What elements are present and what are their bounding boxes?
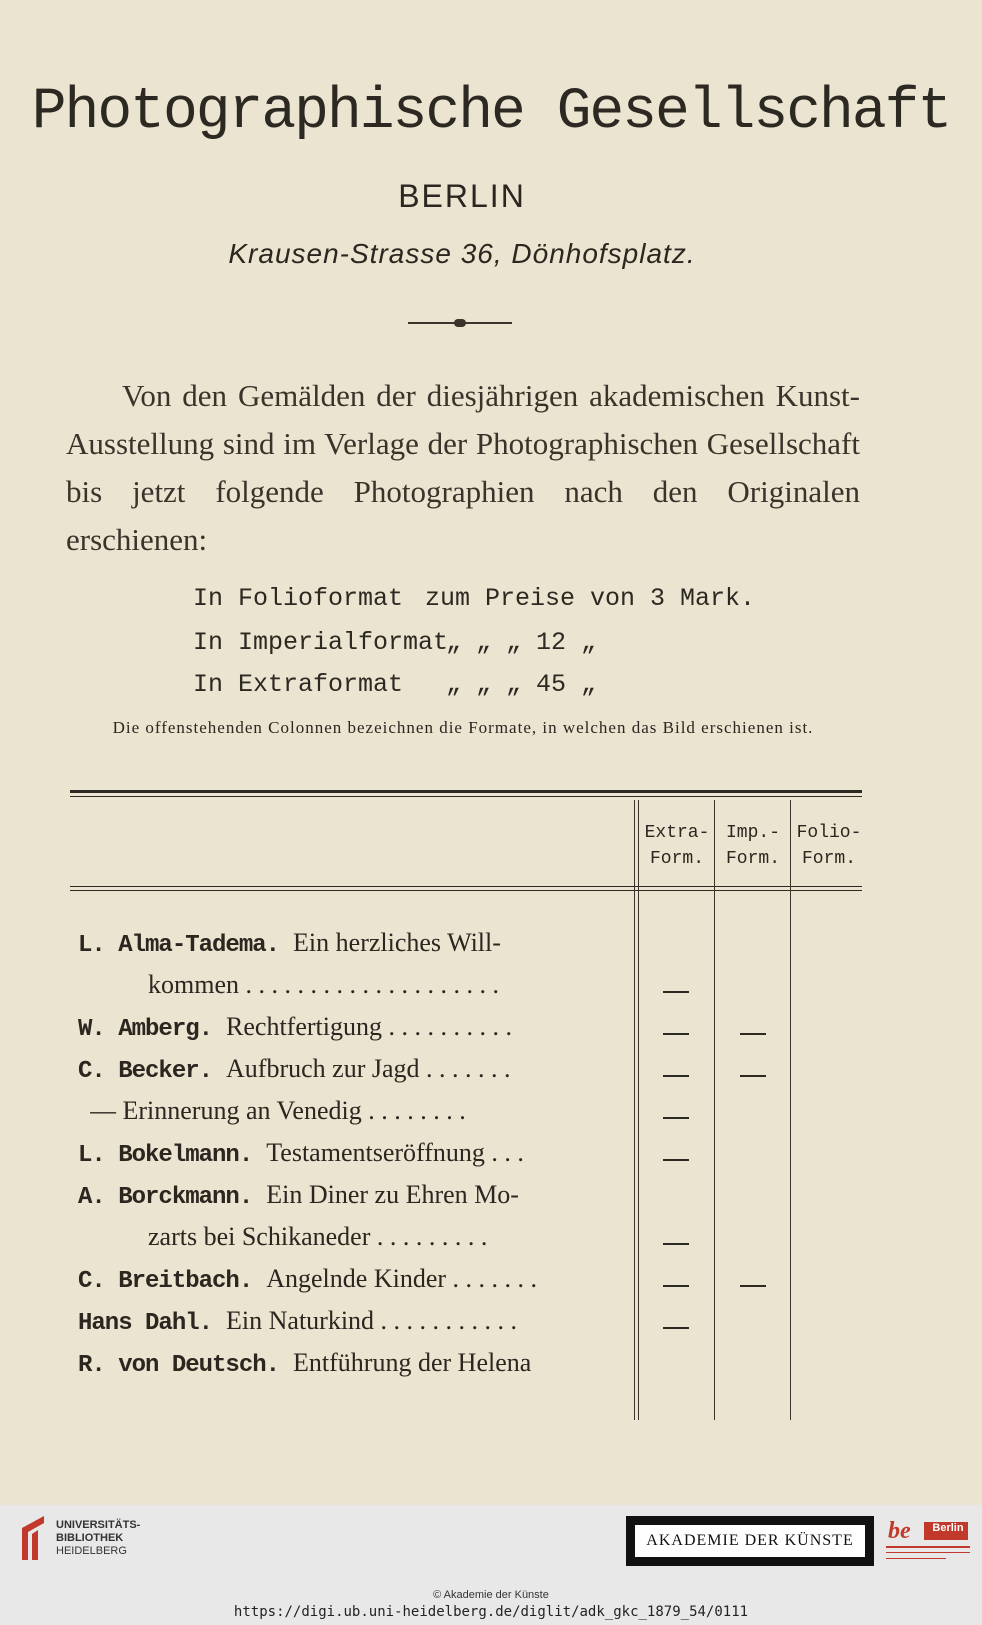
- table-header-rule: [70, 886, 862, 887]
- column-line-extra-left-double: [638, 800, 639, 1420]
- extra-format-mark: [663, 1075, 689, 1077]
- table-row: Hans Dahl. Ein Naturkind . . . . . . . . . . .: [78, 1306, 518, 1337]
- extra-format-mark: [663, 1327, 689, 1329]
- city-heading: BERLIN: [398, 178, 526, 214]
- table-top-rule: [70, 790, 862, 793]
- table-row: L. Bokelmann. Testamentseröffnung . . .: [78, 1138, 524, 1169]
- table-row: R. von Deutsch. Entführung der Helena: [78, 1348, 532, 1379]
- ornament-divider: [408, 322, 512, 324]
- column-header-extra: Extra- Form.: [644, 823, 710, 869]
- extra-format-mark: [663, 1033, 689, 1035]
- copyright-notice: © Akademie der Künste: [433, 1589, 549, 1601]
- academy-logo[interactable]: AKADEMIE DER KÜNSTE: [626, 1516, 874, 1566]
- page-title: Photographische Gesellschaft: [31, 80, 951, 145]
- table-row: A. Borckmann. Ein Diner zu Ehren Mo-: [78, 1180, 519, 1211]
- column-line-folio: [790, 800, 791, 1420]
- page-url-link[interactable]: https://digi.ub.uni-heidelberg.de/diglit/adk_gkc_1879_54/0111: [233, 1604, 749, 1620]
- column-line-extra-left: [634, 800, 635, 1420]
- table-row: L. Alma-Tadema. Ein herzliches Will-: [78, 928, 501, 959]
- price-label-folio: In Folioformat: [193, 584, 404, 613]
- extra-format-mark: [663, 1159, 689, 1161]
- be-berlin-logo-text: Berlin: [932, 1522, 964, 1534]
- price-text-imperial: „ „ „ 12 „: [446, 628, 597, 657]
- svg-text:be: be: [888, 1518, 911, 1544]
- table-header-rule-thin: [70, 890, 862, 891]
- extra-format-mark: [663, 1285, 689, 1287]
- imperial-format-mark: [740, 1075, 766, 1077]
- column-line-imp: [714, 800, 715, 1420]
- imperial-format-mark: [740, 1033, 766, 1035]
- intro-paragraph: Von den Gemälden der diesjährigen akademischen Kunst-Ausstellung sind im Verlage der Photographischen Gesellschaft bis jetzt folgende Photographien nach den Originalen erschienen:: [66, 378, 860, 557]
- extra-format-mark: [663, 1243, 689, 1245]
- table-row: C. Breitbach. Angelnde Kinder . . . . . . .: [78, 1264, 538, 1295]
- price-text-extra: „ „ „ 45 „: [446, 670, 597, 699]
- table-row: W. Amberg. Rechtfertigung . . . . . . . . . .: [78, 1012, 512, 1043]
- table-row: zarts bei Schikaneder . . . . . . . . .: [148, 1222, 488, 1251]
- column-header-folio: Folio- Form.: [796, 823, 862, 869]
- extra-format-mark: [663, 1117, 689, 1119]
- format-note: Die offenstehenden Colonnen bezeichnen die Formate, in welchen das Bild erschienen ist.: [112, 718, 814, 737]
- table-row: C. Becker. Aufbruch zur Jagd . . . . . . .: [78, 1054, 511, 1085]
- price-label-extra: In Extraformat: [193, 670, 404, 699]
- table-row: — Erinnerung an Venedig . . . . . . . .: [90, 1096, 466, 1125]
- university-library-name[interactable]: UNIVERSITÄTS- BIBLIOTHEK HEIDELBERG: [56, 1519, 141, 1557]
- table-row: kommen . . . . . . . . . . . . . . . . . . . .: [148, 970, 499, 999]
- column-header-imperial: Imp.- Form.: [725, 823, 780, 869]
- price-label-imperial: In Imperialformat: [193, 628, 449, 657]
- price-text-folio: zum Preise von 3 Mark.: [425, 584, 756, 613]
- address-line: Krausen-Strasse 36, Dönhofsplatz.: [228, 238, 696, 269]
- table-top-rule-thin: [70, 796, 862, 797]
- university-library-logo-icon[interactable]: [14, 1512, 50, 1564]
- extra-format-mark: [663, 991, 689, 993]
- imperial-format-mark: [740, 1285, 766, 1287]
